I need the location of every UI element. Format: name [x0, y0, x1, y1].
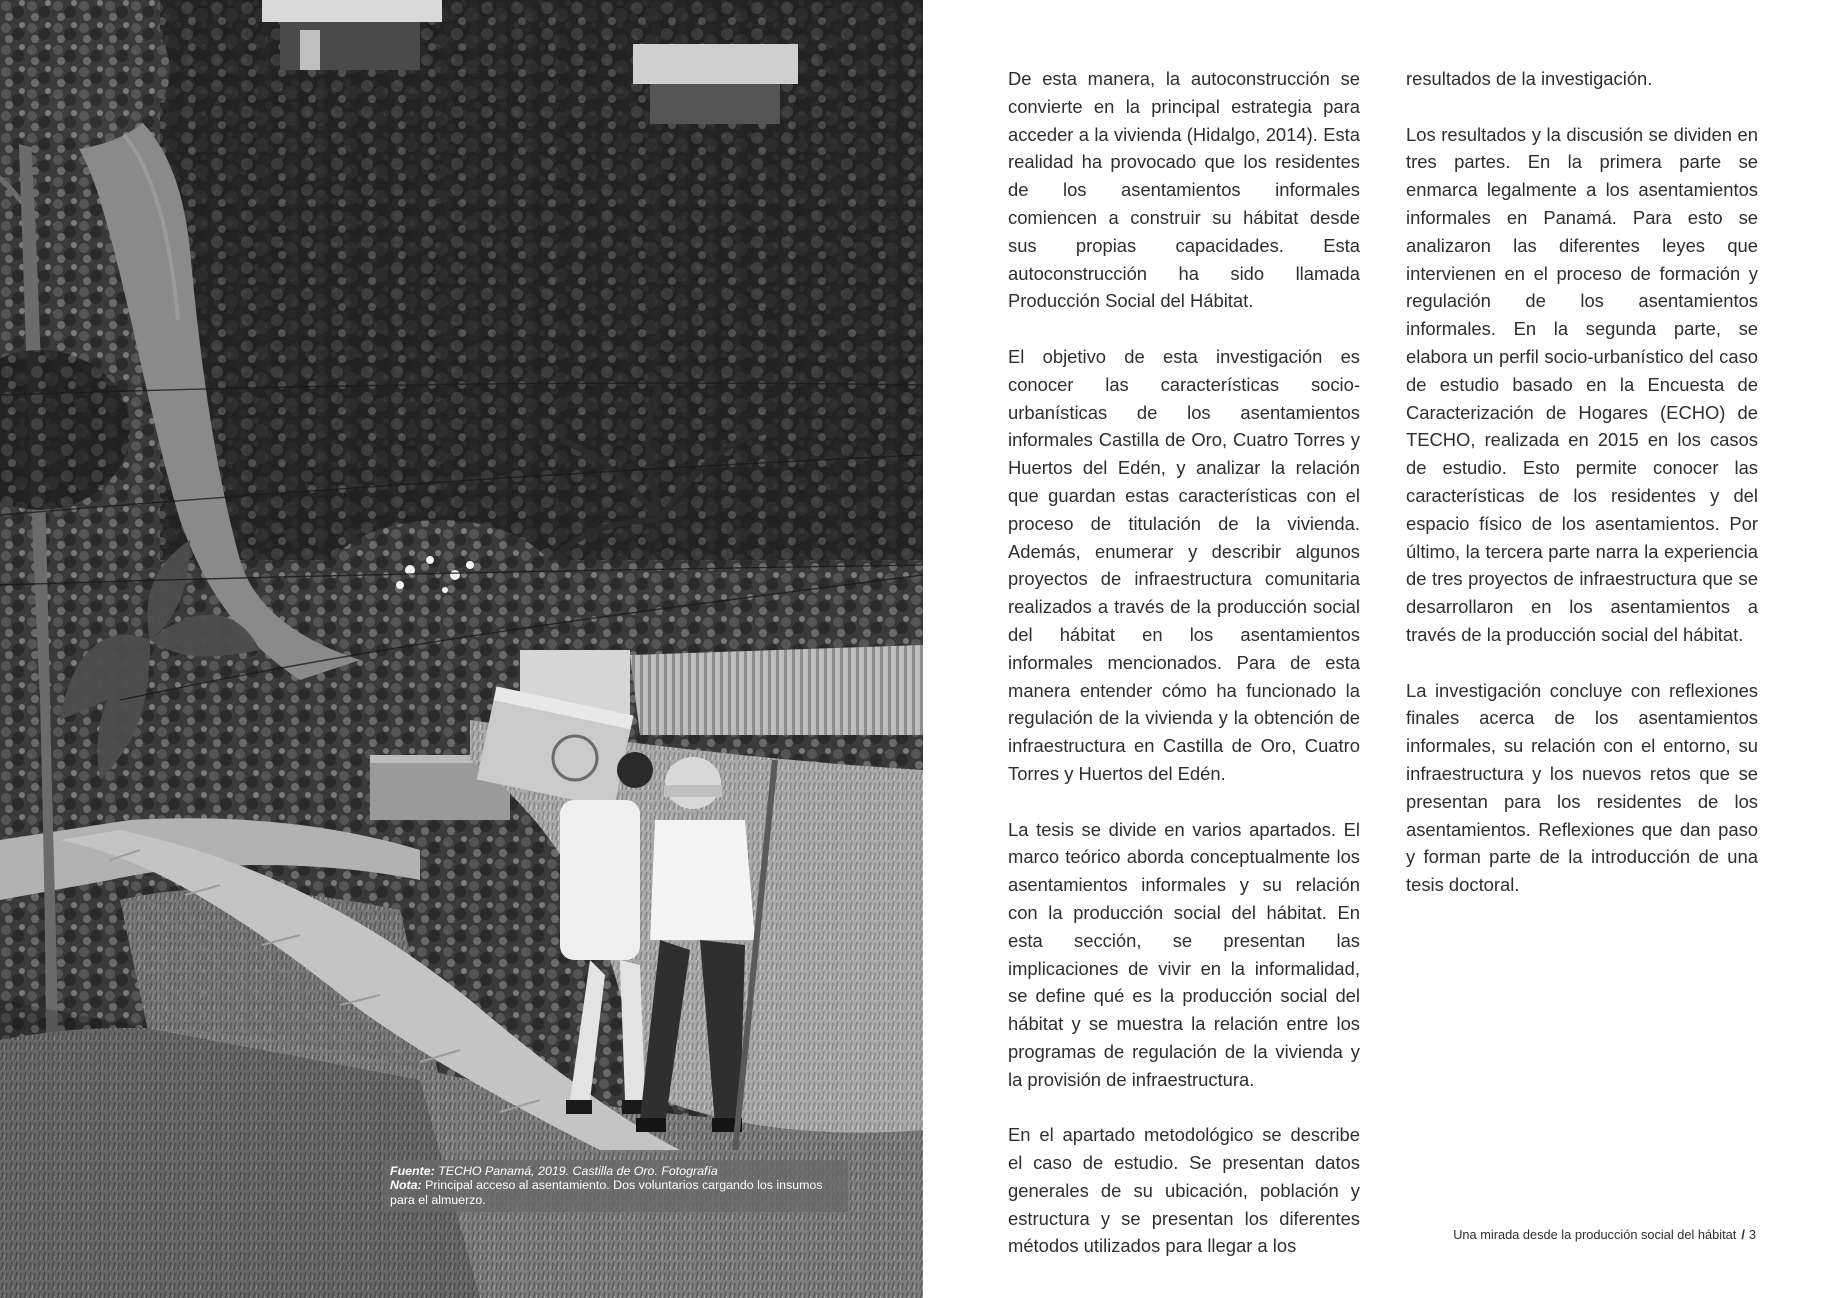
paragraph: La investigación concluye con reflexiones finales acerca de los asentamientos informales, su relación con el entorno, su infraestructura y los nuevos retos que se presentan para los residentes de los asentamientos. Reflexiones que dan paso y forman parte de la introducción de una tesis doctoral.	[1406, 679, 1758, 896]
footer-separator: /	[1741, 1227, 1745, 1242]
paragraph: El objetivo de esta investigación es conocer las características socio-urbanísticas de los asentamientos informales Castilla de Oro, Cuatro Torres y Huertos del Edén, y analizar la relación que guardan estas características con el proceso de titulación de la vivienda. Además, enumerar y describir algunos proyectos de infraestructura comunitaria realizados a través de la producción social del hábitat en los asentamientos informales mencionados. Para de esta manera entender cómo ha funcionado la regulación de la vivienda y la obtención de infraestructura en Castilla de Oro, Cuatro Torres y Huertos del Edén.	[1008, 345, 1360, 784]
text-column-right	[1406, 65, 1758, 927]
photo-caption	[384, 1160, 848, 1212]
page-number: 3	[1748, 1227, 1756, 1242]
paragraph: Los resultados y la discusión se dividen en tres partes. En la primera parte se enmarca legalmente a los asentamientos informales en Panamá. Para esto se analizaron las diferentes leyes que intervienen en el proceso de formación y regulación de los asentamientos informales. En la segunda parte, se elabora un perfil socio-urbanístico del caso de estudio basado en la Encuesta de Caracterización de Hogares (ECHO) de TECHO, realizada en 2015 en los casos de estudio. Esto permite conocer las características de los residentes y del espacio físico de los asentamientos. Por último, la tercera parte narra la experiencia de tres proyectos de infraestructura que se desarrollaron en los asentamientos a través de la producción social del hábitat.	[1406, 123, 1758, 645]
text-column-left	[1008, 65, 1360, 1288]
paragraph: De esta manera, la autoconstrucción se convierte en la principal estrategia para acceder a la vivienda (Hidalgo, 2014). Esta realidad ha provocado que los residentes de los asentamientos informales comiencen a construir su hábitat desde sus propias capacidades. Esta autoconstrucción ha sido llamada Producción Social del Hábitat.	[1008, 68, 1360, 312]
paragraph: En el apartado metodológico se describe el caso de estudio. Se presentan datos generales de su ubicación, población y estructura y se presentan los diferentes métodos utilizados para llegar a los	[1008, 1124, 1360, 1257]
caption-source-text: TECHO Panamá, 2019. Castilla de Oro. Fotografía	[438, 1164, 718, 1178]
paragraph: La tesis se divide en varios apartados. El marco teórico aborda conceptualmente los asentamientos informales y su relación con la producción social del hábitat. En esta sección, se presentan las implicaciones de vivir en la informalidad, se define qué es la producción social del hábitat y se muestra la relación entre los programas de regulación de la vivienda y la provisión de infraestructura.	[1008, 818, 1360, 1090]
page-footer	[1453, 1227, 1756, 1242]
caption-source-label: Fuente:	[390, 1164, 435, 1178]
caption-note-label: Nota:	[390, 1178, 422, 1193]
caption-note-text: Principal acceso al asentamiento. Dos voluntarios cargando los insumos para el almuerzo.	[390, 1178, 823, 1207]
paragraph: resultados de la investigación.	[1406, 68, 1653, 89]
running-title: Una mirada desde la producción social del hábitat	[1453, 1227, 1737, 1242]
